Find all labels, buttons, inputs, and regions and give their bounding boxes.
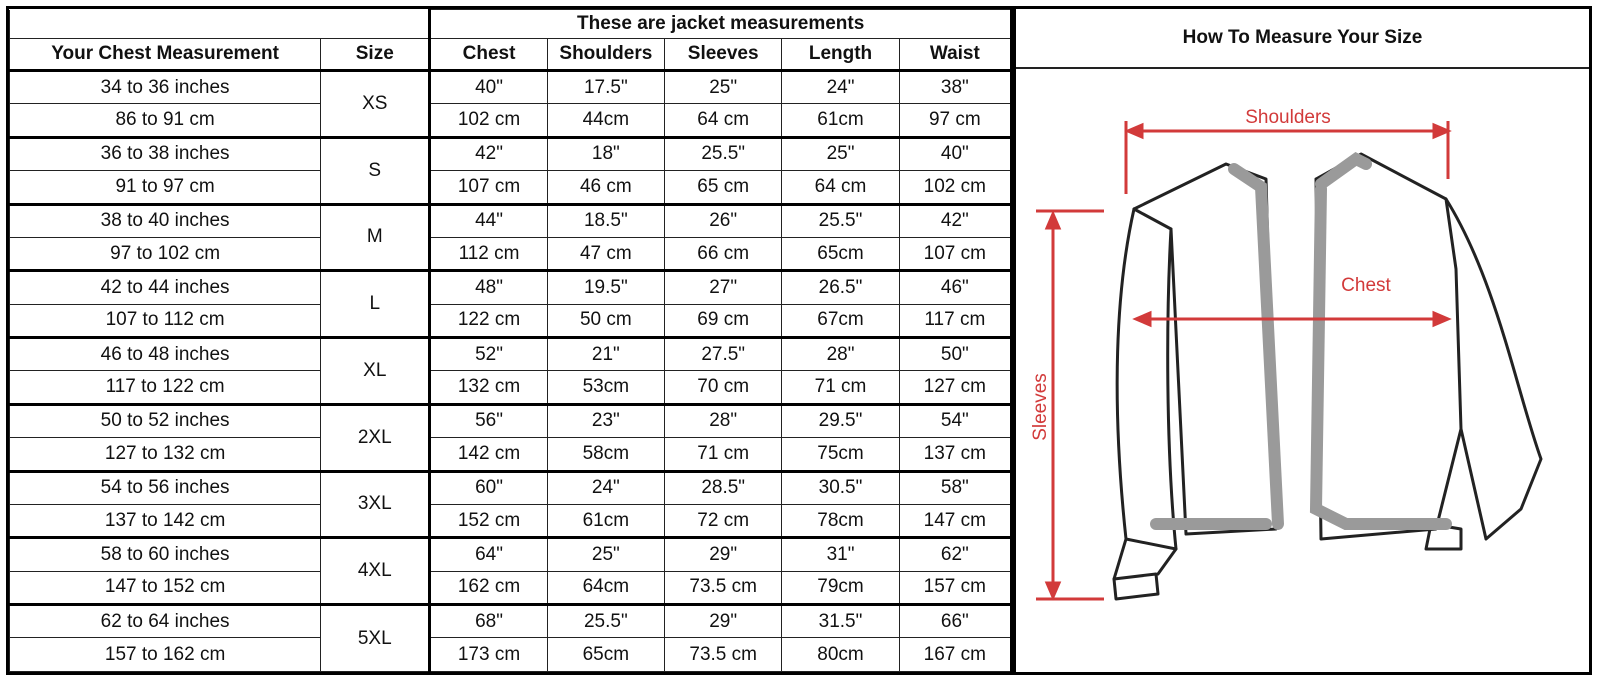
chest-range-cm: 97 to 102 cm (10, 237, 321, 270)
sleeves-value: 29" (665, 605, 782, 638)
chest-range-inches: 62 to 64 inches (10, 605, 321, 638)
chest-value: 173 cm (430, 638, 547, 672)
chest-value: 152 cm (430, 504, 547, 537)
waist-value: 38" (899, 71, 1011, 104)
length-value: 25" (782, 137, 899, 170)
chest-range-inches: 50 to 52 inches (10, 404, 321, 437)
chest-value: 102 cm (430, 104, 547, 137)
chest-range-cm: 107 to 112 cm (10, 304, 321, 337)
size-label: 5XL (321, 605, 430, 672)
chest-range-cm: 127 to 132 cm (10, 438, 321, 471)
waist-value: 147 cm (899, 504, 1011, 537)
jacket-measurements-heading: These are jacket measurements (430, 10, 1012, 39)
chest-value: 162 cm (430, 571, 547, 604)
sleeves-value: 27" (665, 271, 782, 304)
length-value: 71 cm (782, 371, 899, 404)
chest-header: Chest (430, 39, 547, 71)
chest-range-inches: 36 to 38 inches (10, 137, 321, 170)
table-corner (10, 10, 430, 39)
chest-range-cm: 86 to 91 cm (10, 104, 321, 137)
length-value: 61cm (782, 104, 899, 137)
sleeves-value: 64 cm (665, 104, 782, 137)
measure-guide-panel (1013, 9, 1589, 672)
chest-label: Chest (1341, 275, 1391, 296)
waist-value: 50" (899, 338, 1011, 371)
chest-range-inches: 34 to 36 inches (10, 71, 321, 104)
shoulders-value: 25" (547, 538, 664, 571)
waist-value: 127 cm (899, 371, 1011, 404)
sleeves-header: Sleeves (665, 39, 782, 71)
shoulders-value: 64cm (547, 571, 664, 604)
size-label: M (321, 204, 430, 271)
size-label: L (321, 271, 430, 338)
waist-header: Waist (899, 39, 1011, 71)
sleeves-value: 71 cm (665, 438, 782, 471)
sleeves-value: 65 cm (665, 171, 782, 204)
waist-value: 117 cm (899, 304, 1011, 337)
jacket-left-sleeve (1117, 209, 1176, 549)
chest-range-cm: 137 to 142 cm (10, 504, 321, 537)
chest-value: 56" (430, 404, 547, 437)
jacket-sketch-icon (1016, 69, 1586, 669)
length-value: 64 cm (782, 171, 899, 204)
length-value: 26.5" (782, 271, 899, 304)
sleeves-value: 29" (665, 538, 782, 571)
sleeves-value: 26" (665, 204, 782, 237)
shoulders-value: 25.5" (547, 605, 664, 638)
chest-value: 42" (430, 137, 547, 170)
chest-value: 107 cm (430, 171, 547, 204)
sleeves-label: Sleeves (1030, 373, 1051, 441)
waist-value: 102 cm (899, 171, 1011, 204)
length-value: 79cm (782, 571, 899, 604)
jacket-trim (1156, 159, 1446, 524)
shoulders-value: 18.5" (547, 204, 664, 237)
chest-value: 142 cm (430, 438, 547, 471)
length-value: 80cm (782, 638, 899, 672)
shoulders-value: 65cm (547, 638, 664, 672)
length-value: 30.5" (782, 471, 899, 504)
chest-range-inches: 38 to 40 inches (10, 204, 321, 237)
sleeves-value: 27.5" (665, 338, 782, 371)
waist-value: 40" (899, 137, 1011, 170)
length-value: 28" (782, 338, 899, 371)
shoulders-value: 19.5" (547, 271, 664, 304)
chest-measurement-header: Your Chest Measurement (10, 39, 321, 71)
shoulders-value: 24" (547, 471, 664, 504)
chest-range-cm: 157 to 162 cm (10, 638, 321, 672)
chest-value: 64" (430, 538, 547, 571)
chest-value: 112 cm (430, 237, 547, 270)
sleeves-value: 28" (665, 404, 782, 437)
jacket-right-body (1316, 154, 1461, 539)
chest-value: 60" (430, 471, 547, 504)
chest-value: 48" (430, 271, 547, 304)
length-value: 25.5" (782, 204, 899, 237)
chest-range-cm: 147 to 152 cm (10, 571, 321, 604)
length-value: 31.5" (782, 605, 899, 638)
size-label: 4XL (321, 538, 430, 605)
waist-value: 167 cm (899, 638, 1011, 672)
size-label: XL (321, 338, 430, 405)
shoulders-value: 46 cm (547, 171, 664, 204)
length-value: 29.5" (782, 404, 899, 437)
chest-value: 122 cm (430, 304, 547, 337)
chest-range-cm: 91 to 97 cm (10, 171, 321, 204)
sleeves-value: 25.5" (665, 137, 782, 170)
shoulders-value: 18" (547, 137, 664, 170)
size-label: 3XL (321, 471, 430, 538)
shoulders-value: 21" (547, 338, 664, 371)
shoulders-value: 23" (547, 404, 664, 437)
length-value: 75cm (782, 438, 899, 471)
length-value: 24" (782, 71, 899, 104)
sleeves-value: 69 cm (665, 304, 782, 337)
waist-value: 107 cm (899, 237, 1011, 270)
size-label: XS (321, 71, 430, 138)
measure-guide-title: How To Measure Your Size (1016, 9, 1589, 69)
shoulders-value: 61cm (547, 504, 664, 537)
chest-value: 68" (430, 605, 547, 638)
sleeves-value: 66 cm (665, 237, 782, 270)
sleeves-value: 73.5 cm (665, 638, 782, 672)
shoulders-value: 58cm (547, 438, 664, 471)
chest-value: 44" (430, 204, 547, 237)
sleeves-value: 28.5" (665, 471, 782, 504)
chest-range-cm: 117 to 122 cm (10, 371, 321, 404)
size-label: S (321, 137, 430, 204)
size-label: 2XL (321, 404, 430, 471)
waist-value: 66" (899, 605, 1011, 638)
waist-value: 54" (899, 404, 1011, 437)
shoulders-value: 50 cm (547, 304, 664, 337)
length-value: 78cm (782, 504, 899, 537)
length-value: 65cm (782, 237, 899, 270)
length-value: 31" (782, 538, 899, 571)
shoulders-header: Shoulders (547, 39, 664, 71)
chest-range-inches: 54 to 56 inches (10, 471, 321, 504)
shoulders-value: 44cm (547, 104, 664, 137)
chest-range-inches: 42 to 44 inches (10, 271, 321, 304)
jacket-sketch (1114, 154, 1541, 599)
size-header: Size (321, 39, 430, 71)
shoulders-value: 47 cm (547, 237, 664, 270)
jacket-left-cuff (1114, 574, 1158, 599)
chest-range-inches: 58 to 60 inches (10, 538, 321, 571)
sleeves-value: 25" (665, 71, 782, 104)
size-rows (10, 71, 1012, 672)
waist-value: 97 cm (899, 104, 1011, 137)
sleeves-value: 70 cm (665, 371, 782, 404)
sleeves-value: 72 cm (665, 504, 782, 537)
shoulders-value: 53cm (547, 371, 664, 404)
chest-value: 40" (430, 71, 547, 104)
size-table (9, 9, 1013, 672)
length-value: 67cm (782, 304, 899, 337)
chest-value: 132 cm (430, 371, 547, 404)
shoulders-value: 17.5" (547, 71, 664, 104)
waist-value: 157 cm (899, 571, 1011, 604)
waist-value: 137 cm (899, 438, 1011, 471)
length-header: Length (782, 39, 899, 71)
sleeves-value: 73.5 cm (665, 571, 782, 604)
chest-range-inches: 46 to 48 inches (10, 338, 321, 371)
waist-value: 62" (899, 538, 1011, 571)
chest-value: 52" (430, 338, 547, 371)
waist-value: 58" (899, 471, 1011, 504)
shoulders-label: Shoulders (1245, 107, 1331, 128)
waist-value: 42" (899, 204, 1011, 237)
waist-value: 46" (899, 271, 1011, 304)
